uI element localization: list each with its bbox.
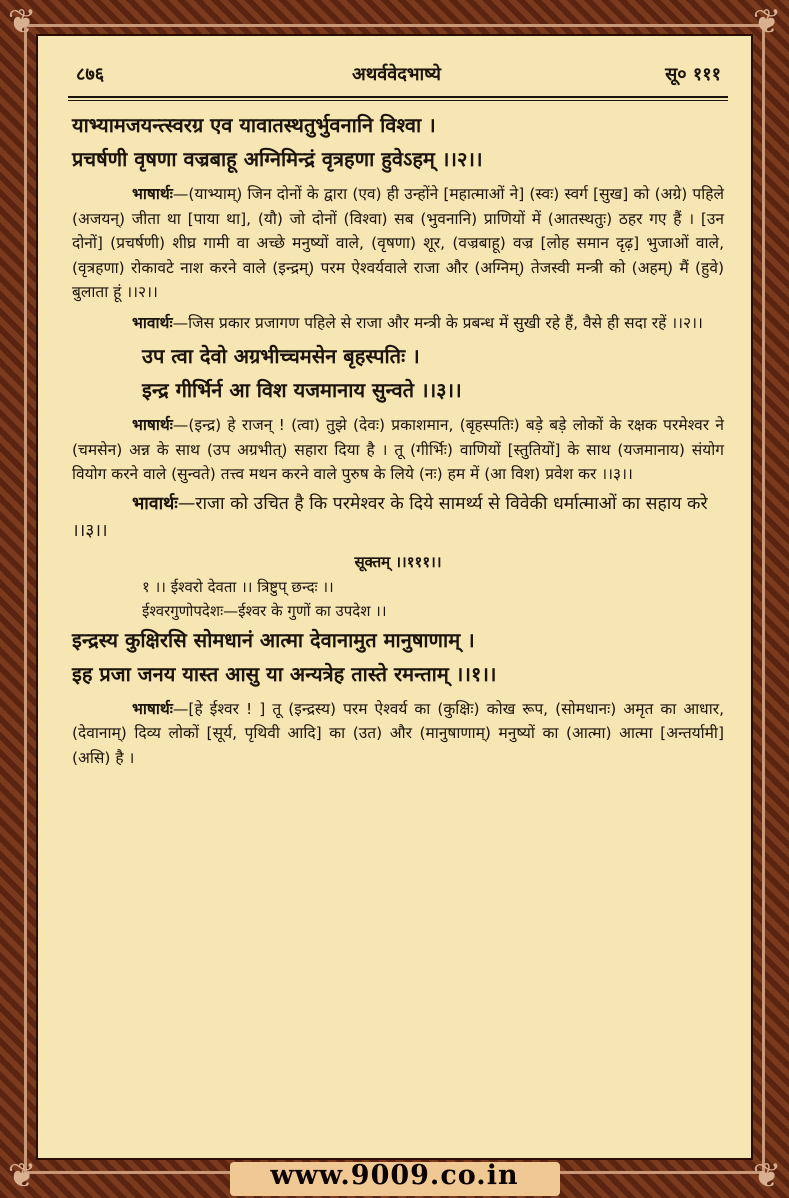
flourish-icon: ❦ xyxy=(752,1156,782,1196)
bhavartha-label: भावार्थः xyxy=(132,313,173,332)
mantra-2-line-1: याभ्यामजयन्त्स्वरग्र एव यावातस्थतुर्भुवनानि विश्वा । xyxy=(72,113,436,137)
sukta-number: सू० १११ xyxy=(665,64,721,85)
bhavartha-2 xyxy=(72,311,724,336)
bhashya-text: —(इन्द्र) हे राजन् ! (त्वा) तुझे (देवः) प्रकाशमान, (बृहस्पतिः) बड़े बड़े लोकों के रक्षक परमेश्वर ने (चमसेन) अन्न के साथ (उप अग्रभीत्) सहारा दिया है । तू (गीर्भिः) वाणियों [स्तुतियों] के साथ (यजमानाय) संयोग वियोग करने वाले (सुन्वते) तत्त्व मथन करने वाले पुरुष के लिये (नः) हम में (आ विश) प्रवेश कर ।।३।। xyxy=(72,416,724,483)
sukta-meta: १ ।। ईश्वरो देवता ।। त्रिष्टुप् छन्दः ।। xyxy=(142,577,334,596)
bhashya-3 xyxy=(72,413,724,487)
bhashya-2 xyxy=(72,182,724,305)
book-page xyxy=(36,34,753,1160)
page-header xyxy=(68,56,725,86)
page-content xyxy=(72,108,724,774)
bhavartha-label: भावार्थः xyxy=(132,493,178,514)
mantra-1-line-1: इन्द्रस्य कुक्षिरसि सोमधानं आत्मा देवानामुत मानुषाणाम् । xyxy=(72,627,475,652)
bhashya-text: —[हे ईश्वर ! ] तू (इन्द्रस्य) परम ऐश्वर्य का (कुक्षिः) कोख रूप, (सोमधानः) अमृत का आधार, (देवानाम्) दिव्य लोकों [सूर्य, पृथिवी आदि] का (उत) और (मानुषाणाम्) मनुष्यों का (आत्मा) आत्मा [अन्तर्यामी] (असि) है । xyxy=(72,699,724,767)
flourish-icon: ❦ xyxy=(7,2,37,42)
header-divider xyxy=(68,96,728,98)
flourish-icon: ❦ xyxy=(752,2,782,42)
upadesha: ईश्वरगुणोपदेशः—ईश्वर के गुणों का उपदेश ।। xyxy=(142,601,387,620)
flourish-icon: ❦ xyxy=(7,1156,37,1196)
bhashya-label: भाषार्थः xyxy=(132,185,173,203)
bhashya-label: भाषार्थः xyxy=(132,699,173,718)
website-watermark: www.9009.co.in xyxy=(270,1160,519,1191)
page-number: ८७६ xyxy=(76,64,105,85)
bhavartha-3 xyxy=(72,491,724,545)
mantra-2-line-2: प्रचर्षणी वृषणा वज्रबाहू अग्निमिन्द्रं वृत्रहणा हुवेऽहम् ।।२।। xyxy=(72,147,483,171)
mantra-1-line-2: इह प्रजा जनय यास्त आसु या अन्यत्रेह तास्ते रमन्ताम् ।।१।। xyxy=(72,661,497,686)
bhavartha-text: —राजा को उचित है कि परमेश्वर के दिये सामर्थ्य से विवेकी धर्मात्माओं का सहाय करे ।।३।। xyxy=(72,493,708,541)
bhavartha-text: —जिस प्रकार प्रजागण पहिले से राजा और मन्त्री के प्रबन्ध में सुखी रहे हैं, वैसे ही सदा रहें ।।२।। xyxy=(172,313,703,332)
page-title: अथर्ववेदभाष्ये xyxy=(352,64,441,85)
bhashya-1 xyxy=(72,697,724,771)
sukta-heading: सूक्तम् ।।१११।। xyxy=(354,552,442,571)
mantra-3-line-1: उप त्वा देवो अग्रभीच्चमसेन बृहस्पतिः । xyxy=(142,344,420,368)
header-divider-thin xyxy=(68,100,728,101)
bhashya-label: भाषार्थः xyxy=(132,416,173,434)
bhashya-text: —(याभ्याम्) जिन दोनों के द्वारा (एव) ही उन्होंने [महात्माओं ने] (स्वः) स्वर्ग [सुख] को (अग्रे) पहिले (अजयन्) जीता था [पाया था], (यौ) जो दोनों (विश्वा) सब (भुवनानि) प्राणियों में (आतस्थतुः) ठहर गए हैं । [उन दोनों] (प्रचर्षणी) शीघ्र गामी वा अच्छे मनुष्यों वाले, (वृषणा) शूर, (वज्रबाहू) वज्र [लोह समान दृढ़] भुजाओं वाले, (वृत्रहणा) रोकावटे नाश करने वाले (इन्द्रम्) परम ऐश्वर्यवाले राजा और (अग्निम्) तेजस्वी मन्त्री को (अहम्) मैं (हुवे) बुलाता हूं ।।२।। xyxy=(72,185,724,301)
mantra-3-line-2: इन्द्र गीर्भिर्न आ विश यजमानाय सुन्वते ।।३।। xyxy=(142,378,462,402)
